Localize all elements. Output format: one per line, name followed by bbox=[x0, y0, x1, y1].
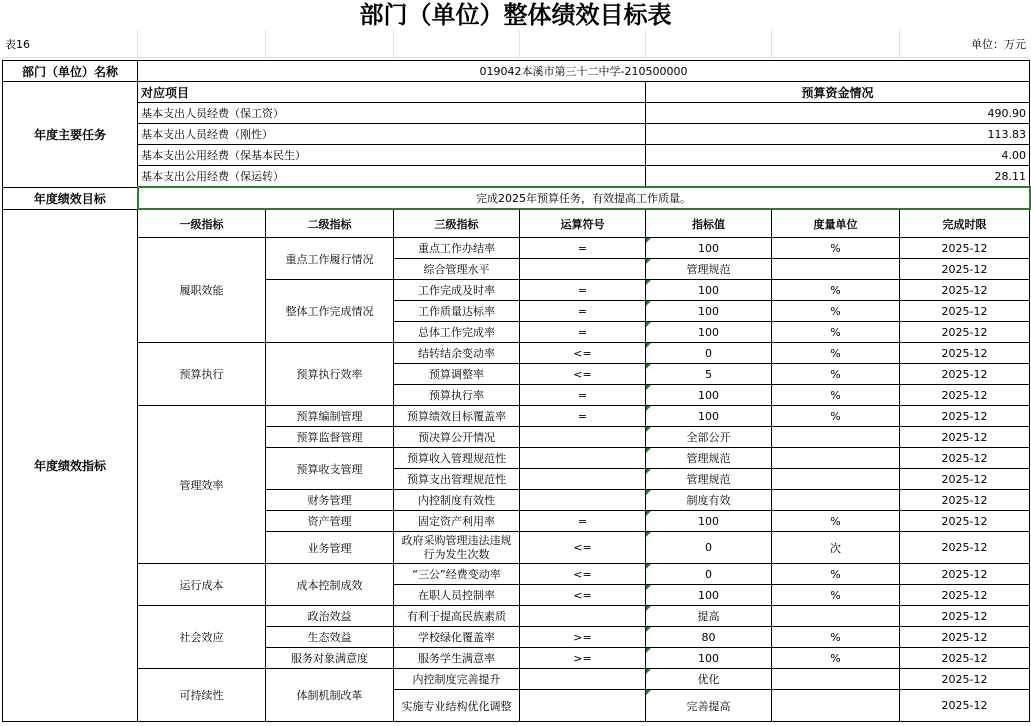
measure-unit: % bbox=[772, 585, 900, 606]
level1-indicator: 预算执行 bbox=[138, 343, 266, 406]
deadline: 2025-12 bbox=[900, 690, 1030, 722]
operator: <= bbox=[520, 343, 646, 364]
task-name: 基本支出公用经费（保基本民生） bbox=[138, 145, 646, 166]
table-number: 表16 bbox=[2, 30, 137, 58]
measure-unit bbox=[772, 259, 900, 280]
level2-indicator: 成本控制成效 bbox=[266, 564, 394, 606]
task-row bbox=[3, 166, 1030, 188]
operator bbox=[520, 448, 646, 469]
level3-indicator: 预决算公开情况 bbox=[394, 427, 520, 448]
header-operator: 运算符号 bbox=[520, 209, 646, 238]
deadline: 2025-12 bbox=[900, 280, 1030, 301]
annual-goal-text[interactable]: 完成2025年预算任务，有效提高工作质量。 bbox=[138, 187, 1030, 209]
target-value: 管理规范 bbox=[646, 469, 772, 490]
level3-indicator: 内控制度完善提升 bbox=[394, 669, 520, 690]
operator bbox=[520, 259, 646, 280]
measure-unit bbox=[772, 669, 900, 690]
target-value: 100 bbox=[646, 511, 772, 532]
level1-indicator: 社会效应 bbox=[138, 606, 266, 669]
level3-indicator: 在职人员控制率 bbox=[394, 585, 520, 606]
level3-indicator: 综合管理水平 bbox=[394, 259, 520, 280]
operator: = bbox=[520, 385, 646, 406]
deadline: 2025-12 bbox=[900, 322, 1030, 343]
deadline: 2025-12 bbox=[900, 364, 1030, 385]
target-value: 100 bbox=[646, 406, 772, 427]
meta-row bbox=[2, 30, 1029, 58]
level3-indicator: 工作完成及时率 bbox=[394, 280, 520, 301]
level2-indicator: 整体工作完成情况 bbox=[266, 280, 394, 343]
measure-unit: % bbox=[772, 385, 900, 406]
target-value: 100 bbox=[646, 238, 772, 259]
level2-indicator: 预算监督管理 bbox=[266, 427, 394, 448]
target-value: 制度有效 bbox=[646, 490, 772, 511]
operator: <= bbox=[520, 364, 646, 385]
deadline: 2025-12 bbox=[900, 259, 1030, 280]
level3-indicator: 学校绿化覆盖率 bbox=[394, 627, 520, 648]
operator bbox=[520, 606, 646, 627]
deadline: 2025-12 bbox=[900, 469, 1030, 490]
col-item-header: 对应项目 bbox=[138, 82, 646, 103]
task-row bbox=[3, 145, 1030, 166]
target-value: 0 bbox=[646, 343, 772, 364]
level2-indicator: 生态效益 bbox=[266, 627, 394, 648]
measure-unit: % bbox=[772, 301, 900, 322]
measure-unit: % bbox=[772, 511, 900, 532]
measure-unit: % bbox=[772, 322, 900, 343]
operator bbox=[520, 690, 646, 722]
level3-indicator: 预算支出管理规范性 bbox=[394, 469, 520, 490]
task-row bbox=[3, 124, 1030, 145]
level3-indicator: “三公”经费变动率 bbox=[394, 564, 520, 585]
level3-indicator: 重点工作办结率 bbox=[394, 238, 520, 259]
deadline: 2025-12 bbox=[900, 406, 1030, 427]
level1-indicator: 履职效能 bbox=[138, 238, 266, 343]
operator bbox=[520, 669, 646, 690]
measure-unit: % bbox=[772, 364, 900, 385]
task-name: 基本支出公用经费（保运转） bbox=[138, 166, 646, 188]
task-amount: 28.11 bbox=[646, 166, 1030, 188]
operator: <= bbox=[520, 585, 646, 606]
operator: = bbox=[520, 511, 646, 532]
deadline: 2025-12 bbox=[900, 532, 1030, 564]
target-value: 0 bbox=[646, 532, 772, 564]
target-value: 管理规范 bbox=[646, 259, 772, 280]
deadline: 2025-12 bbox=[900, 343, 1030, 364]
measure-unit: % bbox=[772, 627, 900, 648]
level1-indicator: 运行成本 bbox=[138, 564, 266, 606]
task-row bbox=[3, 103, 1030, 124]
target-value: 100 bbox=[646, 280, 772, 301]
deadline: 2025-12 bbox=[900, 585, 1030, 606]
indicator-row bbox=[3, 564, 1030, 585]
annual-goal-label: 年度绩效目标 bbox=[3, 187, 138, 209]
level3-indicator: 政府采购管理违法违规行为发生次数 bbox=[394, 532, 520, 564]
level2-indicator: 预算执行效率 bbox=[266, 343, 394, 406]
level3-indicator: 服务学生满意率 bbox=[394, 648, 520, 669]
indicator-header-row bbox=[3, 209, 1030, 238]
operator: >= bbox=[520, 648, 646, 669]
level3-indicator: 预算执行率 bbox=[394, 385, 520, 406]
target-value: 100 bbox=[646, 301, 772, 322]
measure-unit: % bbox=[772, 238, 900, 259]
operator: = bbox=[520, 280, 646, 301]
measure-unit: % bbox=[772, 280, 900, 301]
task-amount: 490.90 bbox=[646, 103, 1030, 124]
annual-tasks-label: 年度主要任务 bbox=[3, 82, 138, 188]
operator bbox=[520, 490, 646, 511]
level3-indicator: 结转结余变动率 bbox=[394, 343, 520, 364]
measure-unit bbox=[772, 490, 900, 511]
unit-label: 单位：万元 bbox=[899, 30, 1029, 58]
level3-indicator: 预算绩效目标覆盖率 bbox=[394, 406, 520, 427]
operator bbox=[520, 469, 646, 490]
task-amount: 4.00 bbox=[646, 145, 1030, 166]
measure-unit: % bbox=[772, 564, 900, 585]
indicator-row bbox=[3, 343, 1030, 364]
measure-unit bbox=[772, 606, 900, 627]
task-name: 基本支出人员经费（保工资） bbox=[138, 103, 646, 124]
level2-indicator: 体制机制改革 bbox=[266, 669, 394, 722]
deadline: 2025-12 bbox=[900, 427, 1030, 448]
measure-unit: % bbox=[772, 406, 900, 427]
deadline: 2025-12 bbox=[900, 301, 1030, 322]
operator: <= bbox=[520, 532, 646, 564]
deadline: 2025-12 bbox=[900, 385, 1030, 406]
target-value: 0 bbox=[646, 564, 772, 585]
target-value: 5 bbox=[646, 364, 772, 385]
header-unit: 度量单位 bbox=[772, 209, 900, 238]
header-level1: 一级指标 bbox=[138, 209, 266, 238]
measure-unit bbox=[772, 427, 900, 448]
col-budget-header: 预算资金情况 bbox=[646, 82, 1030, 103]
level2-indicator: 业务管理 bbox=[266, 532, 394, 564]
dept-name: 019042本溪市第三十二中学-210500000 bbox=[138, 61, 1030, 82]
level3-indicator: 有利于提高民族素质 bbox=[394, 606, 520, 627]
deadline: 2025-12 bbox=[900, 511, 1030, 532]
deadline: 2025-12 bbox=[900, 648, 1030, 669]
target-value: 100 bbox=[646, 648, 772, 669]
measure-unit bbox=[772, 690, 900, 722]
deadline: 2025-12 bbox=[900, 564, 1030, 585]
indicator-row bbox=[3, 406, 1030, 427]
task-name: 基本支出人员经费（刚性） bbox=[138, 124, 646, 145]
level2-indicator: 服务对象满意度 bbox=[266, 648, 394, 669]
target-value: 优化 bbox=[646, 669, 772, 690]
header-deadline: 完成时限 bbox=[900, 209, 1030, 238]
level2-indicator: 预算收支管理 bbox=[266, 448, 394, 490]
operator: = bbox=[520, 406, 646, 427]
level2-indicator: 资产管理 bbox=[266, 511, 394, 532]
target-value: 100 bbox=[646, 322, 772, 343]
indicator-row bbox=[3, 669, 1030, 690]
level3-indicator: 总体工作完成率 bbox=[394, 322, 520, 343]
level3-indicator: 固定资产利用率 bbox=[394, 511, 520, 532]
target-value: 全部公开 bbox=[646, 427, 772, 448]
level3-indicator: 预算调整率 bbox=[394, 364, 520, 385]
measure-unit bbox=[772, 448, 900, 469]
operator: = bbox=[520, 238, 646, 259]
operator: >= bbox=[520, 627, 646, 648]
header-level2: 二级指标 bbox=[266, 209, 394, 238]
operator bbox=[520, 427, 646, 448]
header-value: 指标值 bbox=[646, 209, 772, 238]
level1-indicator: 可持续性 bbox=[138, 669, 266, 722]
dept-label: 部门（单位）名称 bbox=[3, 61, 138, 82]
level3-indicator: 实施专业结构优化调整 bbox=[394, 690, 520, 722]
level1-indicator: 管理效率 bbox=[138, 406, 266, 564]
target-value: 管理规范 bbox=[646, 448, 772, 469]
level2-indicator: 政治效益 bbox=[266, 606, 394, 627]
level2-indicator: 预算编制管理 bbox=[266, 406, 394, 427]
indicators-label: 年度绩效指标 bbox=[3, 209, 138, 722]
header-level3: 三级指标 bbox=[394, 209, 520, 238]
measure-unit: % bbox=[772, 648, 900, 669]
measure-unit bbox=[772, 469, 900, 490]
operator: = bbox=[520, 322, 646, 343]
task-amount: 113.83 bbox=[646, 124, 1030, 145]
target-value: 100 bbox=[646, 385, 772, 406]
level2-indicator: 财务管理 bbox=[266, 490, 394, 511]
target-value: 100 bbox=[646, 585, 772, 606]
level2-indicator: 重点工作履行情况 bbox=[266, 238, 394, 280]
target-value: 完善提高 bbox=[646, 690, 772, 722]
page-title: 部门（单位）整体绩效目标表 bbox=[359, 0, 672, 29]
indicator-row bbox=[3, 606, 1030, 627]
deadline: 2025-12 bbox=[900, 669, 1030, 690]
target-value: 80 bbox=[646, 627, 772, 648]
indicator-row bbox=[3, 238, 1030, 259]
measure-unit: 次 bbox=[772, 532, 900, 564]
performance-table bbox=[2, 60, 1031, 722]
deadline: 2025-12 bbox=[900, 238, 1030, 259]
deadline: 2025-12 bbox=[900, 606, 1030, 627]
level3-indicator: 工作质量达标率 bbox=[394, 301, 520, 322]
level3-indicator: 内控制度有效性 bbox=[394, 490, 520, 511]
measure-unit: % bbox=[772, 343, 900, 364]
deadline: 2025-12 bbox=[900, 627, 1030, 648]
deadline: 2025-12 bbox=[900, 448, 1030, 469]
operator: = bbox=[520, 301, 646, 322]
deadline: 2025-12 bbox=[900, 490, 1030, 511]
level3-indicator: 预算收入管理规范性 bbox=[394, 448, 520, 469]
target-value: 提高 bbox=[646, 606, 772, 627]
operator: <= bbox=[520, 564, 646, 585]
